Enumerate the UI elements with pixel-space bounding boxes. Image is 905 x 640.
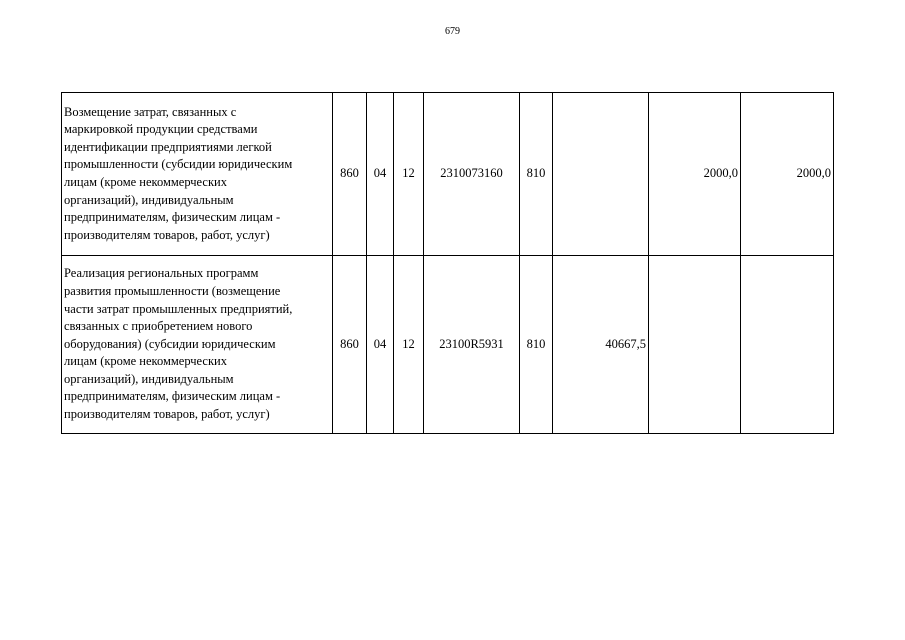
amount-1-cell	[553, 93, 649, 256]
description-cell	[62, 256, 333, 434]
ministry-code-cell: 860	[333, 256, 367, 434]
table-row	[62, 256, 834, 434]
description-line: предпринимателям, физическим лицам -	[64, 389, 281, 404]
section-code-cell: 04	[367, 256, 394, 434]
description-cell	[62, 93, 333, 256]
description-line: лицам (кроме некоммерческих	[64, 175, 227, 189]
amount-3-cell	[741, 256, 834, 434]
amount-1-cell: 40667,5	[553, 256, 649, 434]
description-line: развития промышленности (возмещение	[64, 283, 281, 298]
amount-3-cell: 2000,0	[741, 93, 834, 256]
description-line: лицам (кроме некоммерческих	[64, 354, 227, 369]
description-line: идентификации предприятиями легкой	[64, 139, 272, 154]
page-number: 679	[445, 26, 460, 37]
ministry-code-cell: 860	[333, 93, 367, 256]
expense-type-cell: 810	[520, 93, 553, 256]
description-line: Реализация региональных программ	[64, 266, 259, 281]
amount-2-cell: 2000,0	[649, 93, 741, 256]
description-line: производителям товаров, работ, услуг)	[64, 227, 270, 242]
expense-type-cell: 810	[520, 256, 553, 434]
budget-table	[61, 92, 834, 434]
description-line: организаций), индивидуальным	[64, 371, 234, 386]
description-line: связанных с приобретением нового	[64, 319, 253, 334]
description-line: предпринимателям, физическим лицам -	[64, 210, 281, 225]
section-code-cell: 04	[367, 93, 394, 256]
subsection-code-cell: 12	[394, 93, 424, 256]
table-row	[62, 93, 834, 256]
description-line: производителям товаров, работ, услуг)	[64, 407, 270, 422]
target-article-cell: 23100R5931	[424, 256, 520, 434]
subsection-code-cell: 12	[394, 256, 424, 434]
description-line: промышленности (субсидии юридическим	[64, 157, 293, 172]
description-line: Возмещение затрат, связанных с	[64, 104, 237, 119]
description-line: части затрат промышленных предприятий,	[64, 301, 293, 316]
amount-2-cell	[649, 256, 741, 434]
description-line: организаций), индивидуальным	[64, 192, 234, 207]
description-line: маркировкой продукции средствами	[64, 122, 258, 137]
description-line: оборудования) (субсидии юридическим	[64, 336, 276, 351]
target-article-cell: 2310073160	[424, 93, 520, 256]
